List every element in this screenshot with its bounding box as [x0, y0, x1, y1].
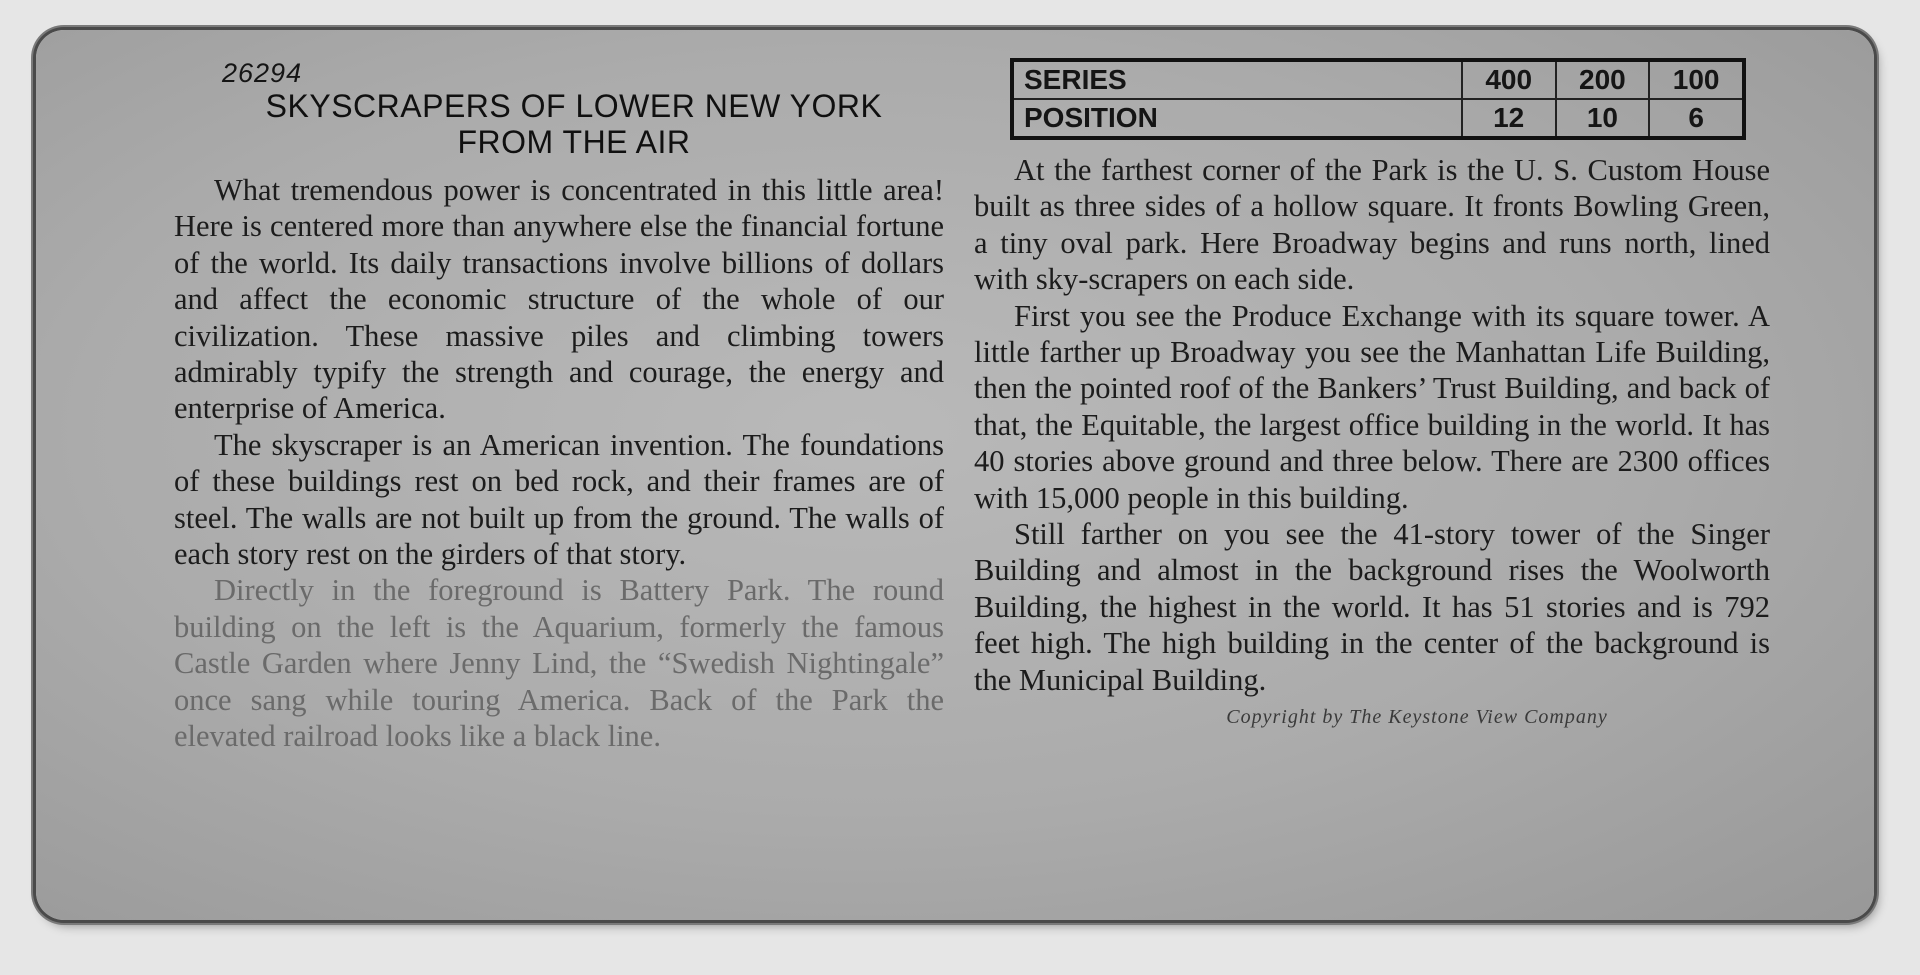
- series-value: 200: [1556, 60, 1650, 99]
- left-body-text: [174, 172, 944, 755]
- paragraph: Still farther on you see the 41-story tower of the Singer Building and almost in the background rises the Woolworth Building, the highest in the world. It has 51 stories and is 792 feet high. The high building in the center of the background is the Municipal Building.: [974, 517, 1770, 697]
- position-value: 12: [1462, 99, 1556, 138]
- position-value: 6: [1649, 99, 1744, 138]
- stereoview-card-back: [36, 30, 1874, 920]
- left-column: [174, 58, 944, 755]
- position-label: POSITION: [1012, 99, 1462, 138]
- series-position-table: [1010, 58, 1746, 140]
- catalog-number: 26294: [222, 58, 303, 88]
- card-title: [174, 88, 944, 160]
- title-line-1: SKYSCRAPERS OF LOWER NEW YORK: [265, 88, 883, 124]
- paragraph: The skyscraper is an American invention. The foundations of these buildings rest on bed rock, and their frames are of steel. The walls are not built up from the ground. The walls of each story rest on the girders of that story.: [174, 427, 944, 572]
- series-value: 100: [1649, 60, 1744, 99]
- series-label: SERIES: [1012, 60, 1462, 99]
- series-value: 400: [1462, 60, 1556, 99]
- paragraph: What tremendous power is concentrated in this little area! Here is centered more than anywhere else the financial fortune of the world. Its daily transactions involve billions of dollars and affect the economic structure of the whole of our civilization. These massive piles and climbing towers admirably typify the strength and courage, the energy and enterprise of America.: [174, 173, 944, 426]
- copyright-notice: Copyright by The Keystone View Company: [1226, 706, 1608, 729]
- paragraph: At the farthest corner of the Park is the U. S. Custom House built as three sides of a hollow square. It fronts Bowling Green, a tiny oval park. Here Broadway begins and runs north, lined with sky-scrapers on each side.: [974, 153, 1770, 297]
- table-row: [1012, 60, 1744, 99]
- right-body-text: [974, 152, 1770, 698]
- position-value: 10: [1556, 99, 1650, 138]
- table-row: [1012, 99, 1744, 138]
- paragraph: Directly in the foreground is Battery Park. The round building on the left is the Aquarium, formerly the famous Castle Garden where Jenny Lind, the “Swedish Nightingale” once sang while touring America. Back of the Park the elevated railroad looks like a black line.: [174, 573, 944, 754]
- title-line-2: FROM THE AIR: [457, 124, 691, 160]
- paragraph: First you see the Produce Exchange with its square tower. A little farther up Broadway you see the Manhattan Life Building, then the pointed roof of the Bankers’ Trust Building, and back of that, the Equitable, the largest office building in the world. It has 40 stories above ground and three below. There are 2300 offices with 15,000 people in this building.: [974, 298, 1770, 515]
- right-column: [974, 58, 1770, 729]
